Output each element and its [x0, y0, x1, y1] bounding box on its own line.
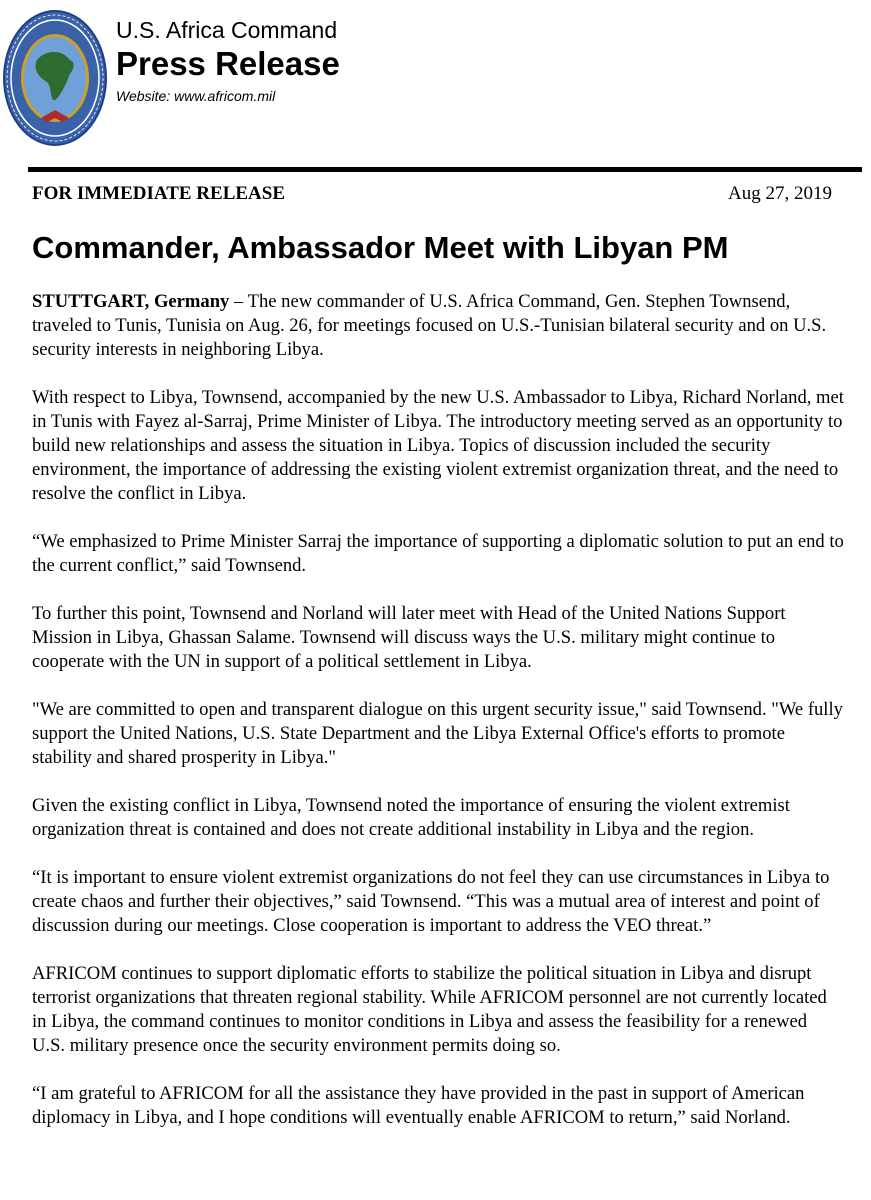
paragraph-text: – The new commander of U.S. Africa Command, Gen. Stephen Townsend, traveled to Tunis, Tunisia on Aug. 26, for meetings focused on U.S.-Tunisian bilateral security and on U.S. security interests in neighboring Libya.	[32, 291, 827, 360]
release-type-title: Press Release	[116, 45, 340, 82]
body-paragraph: “I am grateful to AFRICOM for all the assistance they have provided in the past in support of American diplomacy in Libya, and I hope conditions will eventually enable AFRICOM to return,” said Norland.	[32, 1083, 805, 1128]
body-paragraph: “It is important to ensure violent extremist organizations do not feel they can use circumstances in Libya to create chaos and further their objectives,” said Townsend. “This was a mutual area of interest and point of discussion during our meetings. Close cooperation is important to address the VEO threat.”	[32, 867, 830, 936]
body-paragraph	[32, 290, 844, 362]
body-paragraph: "We are committed to open and transparent dialogue on this urgent security issue," said Townsend. "We fully support the United Nations, U.S. State Department and the Libya External Office's efforts to promote stability and shared prosperity in Libya."	[32, 699, 843, 768]
header-divider	[28, 167, 862, 172]
body-paragraph: With respect to Libya, Townsend, accompanied by the new U.S. Ambassador to Libya, Richard Norland, met in Tunis with Fayez al-Sarraj, Prime Minister of Libya. The introductory meeting served as an opportunity to build new relationships and assess the situation in Libya. Topics of discussion included the security environment, the importance of addressing the existing violent extremist organization threat, and the need to resolve the conflict in Libya.	[32, 387, 844, 504]
body-paragraph: “We emphasized to Prime Minister Sarraj the importance of supporting a diplomatic solution to put an end to the current conflict,” said Townsend.	[32, 531, 844, 576]
release-date: Aug 27, 2019	[728, 183, 832, 204]
release-label: FOR IMMEDIATE RELEASE	[32, 183, 286, 204]
body-paragraph: Given the existing conflict in Libya, Townsend noted the importance of ensuring the violent extremist organization threat is contained and does not create additional instability in Libya and the region.	[32, 795, 790, 840]
dateline: STUTTGART, Germany	[32, 291, 230, 312]
body-paragraph: To further this point, Townsend and Norland will later meet with Head of the United Nations Support Mission in Libya, Ghassan Salame. Townsend will discuss ways the U.S. military might continue to cooperate with the UN in support of a political settlement in Libya.	[32, 603, 786, 672]
website-line: Website: www.africom.mil	[116, 88, 276, 104]
headline: Commander, Ambassador Meet with Libyan PM	[32, 230, 729, 265]
africom-seal-icon	[3, 10, 107, 146]
press-release-header	[0, 0, 871, 170]
release-meta-row	[32, 181, 832, 207]
article-body	[32, 290, 844, 1154]
body-paragraph: AFRICOM continues to support diplomatic efforts to stabilize the political situation in Libya and disrupt terrorist organizations that threaten regional stability. While AFRICOM personnel are not currently located in Libya, the command continues to monitor conditions in Libya and assess the feasibility for a renewed U.S. military presence once the security environment permits doing so.	[32, 963, 827, 1056]
org-name: U.S. Africa Command	[116, 17, 338, 43]
